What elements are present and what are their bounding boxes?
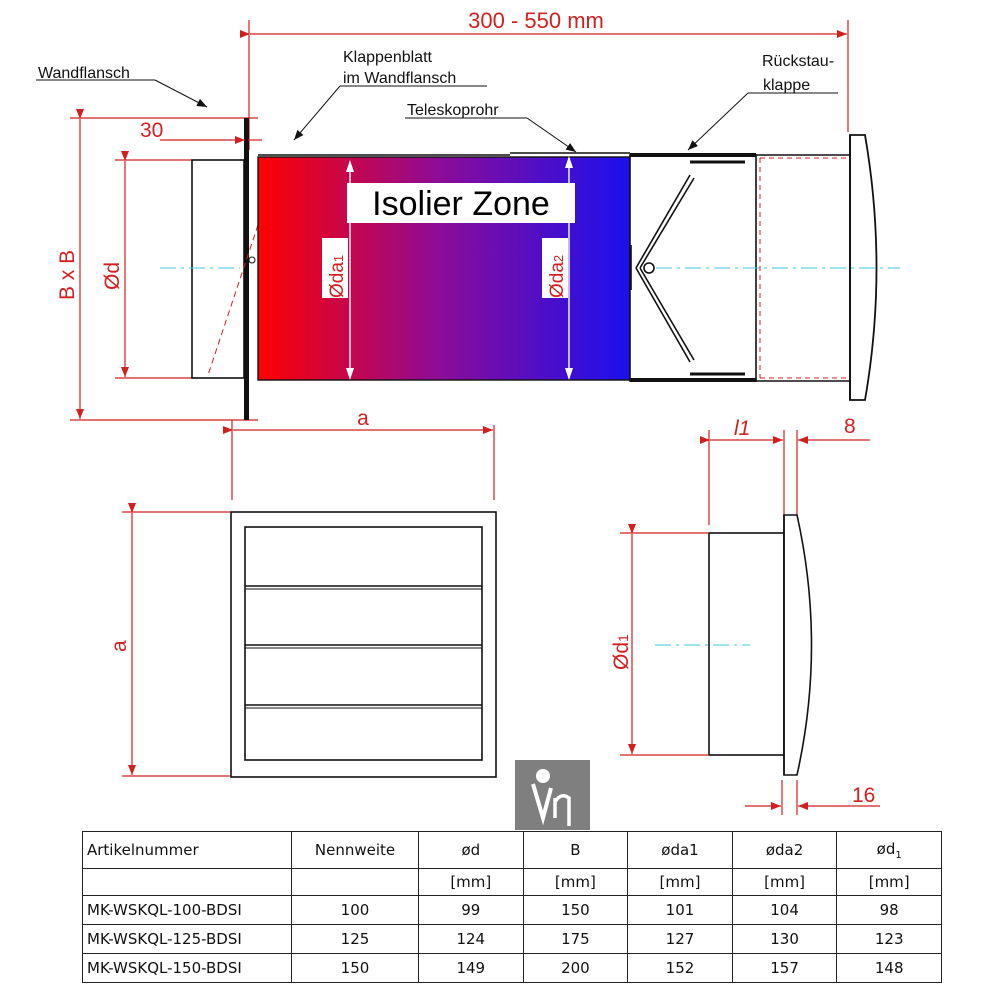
header-b: B xyxy=(523,832,628,869)
od-label: Ød xyxy=(101,261,124,290)
wall-pipe xyxy=(192,160,244,378)
cell-oda1: 152 xyxy=(628,954,733,983)
vn-logo-icon xyxy=(515,760,590,830)
unit-cell: [mm] xyxy=(628,869,733,896)
header-oda1: øda1 xyxy=(628,832,733,869)
rueckstau-label-1: Rückstau- xyxy=(762,53,835,70)
cell-oda2: 130 xyxy=(732,925,837,954)
header-od1: $ød_1$ xyxy=(837,832,942,869)
header-nennweite: Nennweite xyxy=(292,832,419,869)
unit-cell: [mm] xyxy=(523,869,628,896)
cell-nennweite: 150 xyxy=(292,954,419,983)
cell-b: 200 xyxy=(523,954,628,983)
cell-artikelnummer: MK-WSKQL-100-BDSI xyxy=(83,896,292,925)
header-od: ød xyxy=(419,832,524,869)
unit-cell xyxy=(292,869,419,896)
header-oda2: øda2 xyxy=(732,832,837,869)
table-header-row xyxy=(83,832,942,869)
isolier-zone-label: Isolier Zone xyxy=(372,185,550,223)
table-units-row xyxy=(83,869,942,896)
cell-od1: 148 xyxy=(837,954,942,983)
oda2-label: Øda2 xyxy=(547,254,568,298)
a-side-label: a xyxy=(108,640,131,652)
unit-cell xyxy=(83,869,292,896)
total-length-label: 300 - 550 mm xyxy=(468,8,604,33)
cell-b: 150 xyxy=(523,896,628,925)
spec-table xyxy=(82,831,942,983)
cell-oda2: 157 xyxy=(732,954,837,983)
flap-hinge xyxy=(249,257,255,263)
cell-od: 99 xyxy=(419,896,524,925)
bxb-label: B x B xyxy=(56,249,79,300)
header-artikelnummer: Artikelnummer xyxy=(83,832,292,869)
teleskoprohr-label: Teleskoprohr xyxy=(407,102,499,119)
louvre-grille xyxy=(231,512,496,777)
cell-od1: 98 xyxy=(837,896,942,925)
unit-cell: [mm] xyxy=(837,869,942,896)
table-row xyxy=(83,925,942,954)
od1-label: Ød1 xyxy=(610,634,633,670)
klappenblatt-label-2: im Wandflansch xyxy=(343,70,457,87)
rueckstau-label-2: klappe xyxy=(763,77,811,94)
klappenblatt-label-1: Klappenblatt xyxy=(343,49,432,66)
cell-artikelnummer: MK-WSKQL-125-BDSI xyxy=(83,925,292,954)
cell-oda1: 101 xyxy=(628,896,733,925)
unit-cell: [mm] xyxy=(419,869,524,896)
eight-label: 8 xyxy=(844,415,856,438)
cell-artikelnummer: MK-WSKQL-150-BDSI xyxy=(83,954,292,983)
flange-offset-label: 30 xyxy=(140,119,164,142)
sixteen-label: 16 xyxy=(852,784,876,807)
cell-od1: 123 xyxy=(837,925,942,954)
cell-od: 149 xyxy=(419,954,524,983)
cell-oda1: 127 xyxy=(628,925,733,954)
cell-nennweite: 100 xyxy=(292,896,419,925)
table-row xyxy=(83,896,942,925)
l1-label: l1 xyxy=(734,417,751,440)
unit-cell: [mm] xyxy=(732,869,837,896)
cell-oda2: 104 xyxy=(732,896,837,925)
cell-b: 175 xyxy=(523,925,628,954)
cell-nennweite: 125 xyxy=(292,925,419,954)
oda1-label: Øda1 xyxy=(327,254,348,298)
wandflansch-label: Wandflansch xyxy=(38,65,130,82)
cell-od: 124 xyxy=(419,925,524,954)
a-top-label: a xyxy=(357,407,369,430)
table-row xyxy=(83,954,942,983)
